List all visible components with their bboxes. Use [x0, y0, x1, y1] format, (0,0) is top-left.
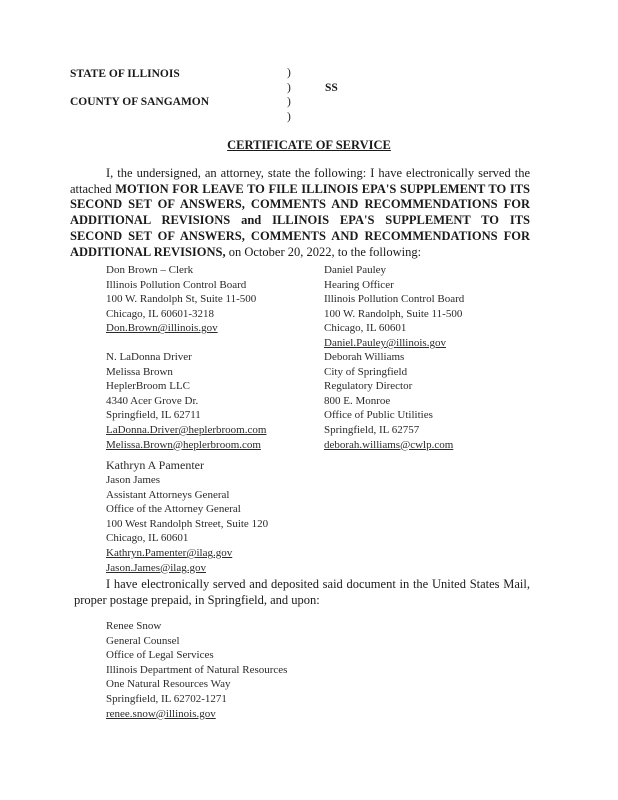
email-link[interactable]: Daniel.Pauley@illinois.gov [324, 336, 446, 349]
certificate-title: CERTIFICATE OF SERVICE [227, 138, 391, 152]
intro-paragraph: I, the undersigned, an attorney, state the following: I have electronically served the attached MOTION FOR LEAVE TO FILE ILLINOIS EPA'S SUPPLEMENT TO ITS SECOND SET OF ANSWERS, COMMENTS AND RECOMMENDATIONS FOR ADDITIONAL REVISIONS and ILLINOIS EPA'S SUPPLEMENT TO ITS SECOND SET OF ANSWERS, COMMENTS AND RECOMMENDATIONS FOR ADDITIONAL REVISIONS, on October 20, 2022, to the following: [70, 166, 531, 259]
recipient-deborah-williams: Deborah Williams City of Springfield Regulatory Director 800 E. Monroe Office of Public Utilities Springfield, IL 62757 deborah.williams@cwlp.com [324, 351, 454, 451]
caption-parentheses: ) ) ) ) [287, 67, 291, 123]
recipient-don-brown: Don Brown – Clerk Illinois Pollution Control Board 100 W. Randolph St, Suite 11-500 Chicago, IL 60601-3218 Don.Brown@illinois.gov [106, 264, 257, 335]
email-link[interactable]: Don.Brown@illinois.gov [106, 322, 218, 335]
email-link[interactable]: LaDonna.Driver@heplerbroom.com [106, 423, 267, 436]
caption-county: COUNTY OF SANGAMON [70, 96, 210, 108]
email-link[interactable]: Melissa.Brown@heplerbroom.com [106, 438, 261, 451]
email-link[interactable]: Kathryn.Pamenter@ilag.gov [106, 546, 233, 559]
email-link[interactable]: renee.snow@illinois.gov [106, 707, 216, 720]
caption-state: STATE OF ILLINOIS [70, 68, 180, 80]
recipient-renee-snow: Renee Snow General Counsel Office of Legal Services Illinois Department of Natural Resources One Natural Resources Way Springfield, IL 62702-1271 renee.snow@illinois.gov [106, 620, 288, 720]
recipient-heplerbroom: N. LaDonna Driver Melissa Brown HeplerBroom LLC 4340 Acer Grove Dr. Springfield, IL 62711 LaDonna.Driver@heplerbroom.com Melissa.Brown@heplerbroom.com [106, 351, 267, 451]
mail-paragraph: I have electronically served and deposited said document in the United States Mail, proper postage prepaid, in Springfield, and upon: [74, 577, 530, 607]
recipient-daniel-pauley: Daniel Pauley Hearing Officer Illinois Pollution Control Board 100 W. Randolph, Suite 11-500 Chicago, IL 60601 Daniel.Pauley@illinois.gov [324, 264, 465, 349]
served-document-titles: MOTION FOR LEAVE TO FILE ILLINOIS EPA'S SUPPLEMENT TO ITS SECOND SET OF ANSWERS, COMMENTS AND RECOMMENDATIONS FOR ADDITIONAL REVISIONS and ILLINOIS EPA'S SUPPLEMENT TO ITS SECOND SET OF ANSWERS, COMMENTS AND RECOMMENDATIONS FOR ADDITIONAL REVISIONS, [70, 181, 531, 259]
caption-ss: SS [325, 82, 338, 94]
email-link[interactable]: deborah.williams@cwlp.com [324, 438, 454, 451]
email-link[interactable]: Jason.James@ilag.gov [106, 561, 206, 574]
recipient-attorney-general: Kathryn A Pamenter Jason James Assistant Attorneys General Office of the Attorney General 100 West Randolph Street, Suite 120 Chicago, IL 60601 Kathryn.Pamenter@ilag.gov Jason.James@ilag.gov [106, 458, 269, 574]
